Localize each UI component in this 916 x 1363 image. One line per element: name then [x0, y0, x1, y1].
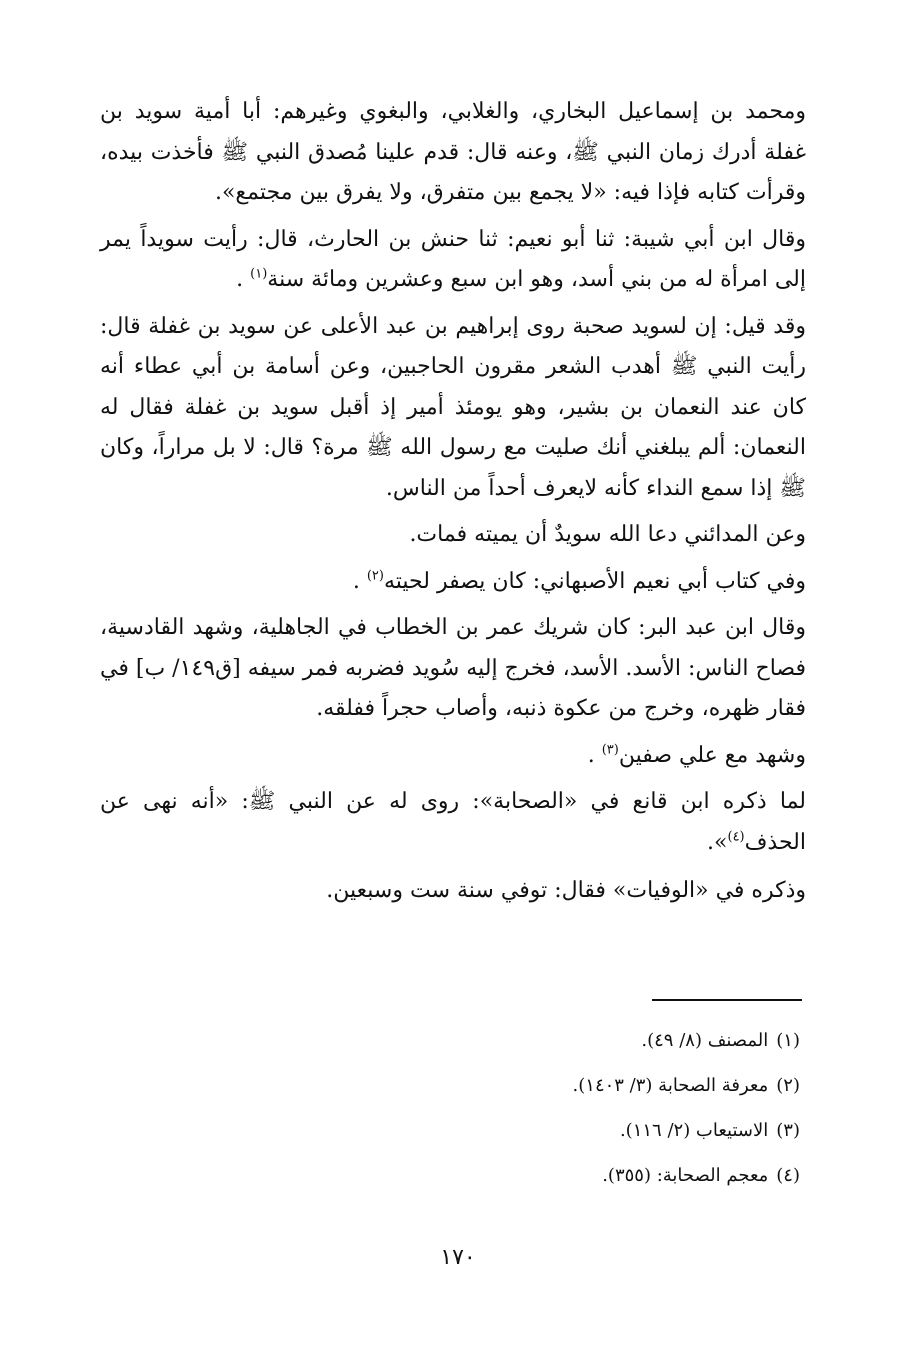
paragraph-text: وشهد مع علي صفين [618, 742, 806, 768]
paragraph [100, 515, 806, 556]
punctuation: ». [707, 829, 728, 855]
paragraph-text: وقال ابن عبد البر: كان شريك عمر بن الخطاب في الجاهلية، وشهد القادسية، فصاح الناس: الأسد. الأسد، فخرج إليه سُويد فضربه فمر سيفه [ق١٤٩/ ب] في فقار ظهره، وخرج من عكوة ذنبه، وأصاب حجراً ففلقه. [100, 615, 807, 721]
footnote-number: (٣) [776, 1120, 800, 1141]
footnotes [100, 1018, 800, 1198]
paragraph [100, 782, 806, 863]
main-text [100, 92, 806, 918]
paragraph-text: وقال ابن أبي شيبة: ثنا أبو نعيم: ثنا حنش بن الحارث، قال: رأيت سويداً يمر إلى امرأة له من بني أسد، وهو ابن سبع وعشرين ومائة سنة [100, 226, 806, 292]
paragraph [100, 220, 806, 301]
footnote-text: المصنف (٨/ ٤٩). [641, 1030, 769, 1051]
footnote-ref: (٣) [601, 742, 619, 758]
footnote [100, 1063, 800, 1108]
punctuation: . [236, 267, 244, 292]
punctuation: . [587, 742, 595, 768]
page-number: ١٧٠ [440, 1245, 476, 1270]
footnote-ref: (١) [250, 266, 268, 282]
paragraph [100, 562, 806, 603]
footnote-number: (٤) [776, 1165, 800, 1186]
paragraph [100, 736, 806, 777]
footnote-text: الاستيعاب (٢/ ١١٦). [619, 1120, 769, 1141]
footnote [100, 1018, 800, 1063]
paragraph-text: وعن المدائني دعا الله سويدٌ أن يميته فمات. [409, 522, 806, 547]
footnote [100, 1108, 800, 1153]
paragraph-text: وذكره في «الوفيات» فقال: توفي سنة ست وسبعين. [326, 878, 806, 903]
footnote-text: معرفة الصحابة (٣/ ١٤٠٣). [572, 1075, 769, 1096]
punctuation: . [352, 568, 360, 594]
footnote-ref: (٤) [727, 829, 745, 845]
paragraph-text: لما ذكره ابن قانع في «الصحابة»: روى له عن النبي ﷺ: «أنه نهى عن الحذف [100, 789, 806, 855]
paragraph [100, 608, 806, 730]
paragraph [100, 92, 806, 214]
paragraph-text: وفي كتاب أبي نعيم الأصبهاني: كان يصفر لحيته [383, 568, 806, 594]
footnote-number: (٢) [776, 1075, 800, 1096]
footnote-ref: (٢) [366, 568, 384, 584]
footnote-separator [652, 999, 802, 1001]
footnote-number: (١) [776, 1030, 800, 1051]
paragraph-text: وقد قيل: إن لسويد صحبة روى إبراهيم بن عبد الأعلى عن سويد بن غفلة قال: رأيت النبي ﷺ أهدب الشعر مقرون الحاجبين، وعن أسامة بن أبي عطاء أنه كان عند النعمان بن بشير، وهو يومئذ أمير إذ أقبل سويد بن غفلة فقال له النعمان: ألم يبلغني أنك صليت مع رسول الله ﷺ مرة؟ قال: لا بل مراراً، وكان ﷺ إذا سمع النداء كأنه لايعرف أحداً من الناس. [100, 313, 806, 501]
footnote [100, 1153, 800, 1198]
footnote-text: معجم الصحابة: (٣٥٥). [602, 1165, 769, 1186]
paragraph [100, 307, 806, 510]
paragraph [100, 871, 806, 912]
paragraph-text: ومحمد بن إسماعيل البخاري، والغلابي، والبغوي وغيرهم: أبا أمية سويد بن غفلة أدرك زمان النبي ﷺ، وعنه قال: قدم علينا مُصدق النبي ﷺ فأخذت بيده، وقرأت كتابه فإذا فيه: «لا يجمع بين متفرق، ولا يفرق بين مجتمع». [100, 99, 806, 205]
